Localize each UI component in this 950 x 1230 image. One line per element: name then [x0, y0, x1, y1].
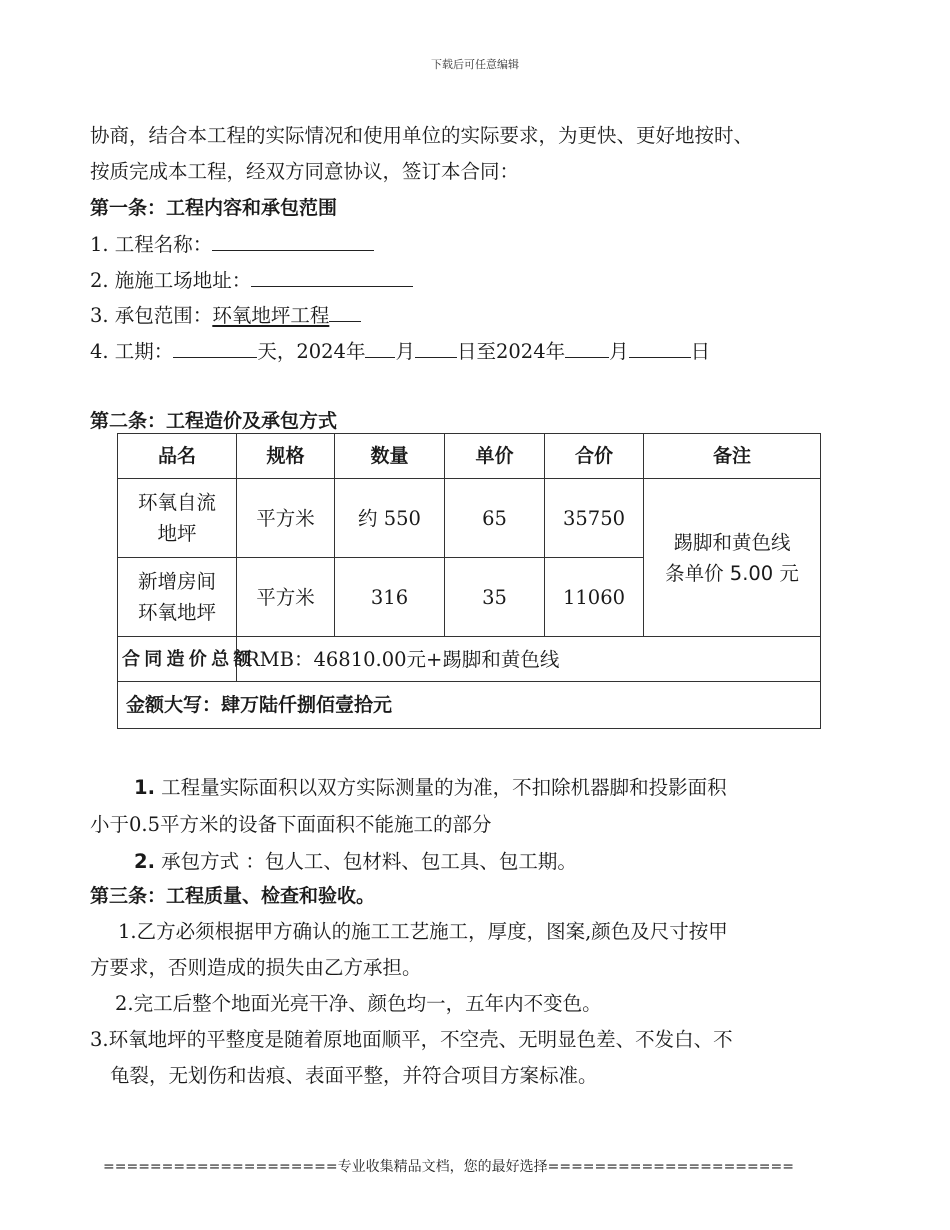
cell-qty: 316 [335, 558, 445, 637]
price-table [117, 433, 821, 729]
item-scope-label: 3. 承包范围： [90, 304, 213, 327]
header-name: 品名 [118, 434, 237, 479]
start-month-blank [365, 337, 395, 358]
site-address-blank [251, 266, 413, 287]
cell-name-line-1: 环氧自流 [137, 491, 216, 514]
cell-name [118, 479, 237, 558]
total-label: 合 同 造 价 总 额 [118, 637, 237, 682]
project-name-blank [212, 230, 374, 251]
cell-spec: 平方米 [237, 479, 335, 558]
amount-words: 金额大写：肆万陆仟捌佰壹拾元 [118, 682, 821, 729]
remark-line-2 [648, 558, 816, 589]
end-year-text: 日至2024年 [456, 340, 566, 363]
quality-3b: 龟裂，无划伤和齿痕、表面平整，并符合项目方案标准。 [110, 1064, 598, 1087]
duration-days-blank [173, 337, 257, 358]
header-remark: 备注 [644, 434, 821, 479]
duration-start-year: 天，2024年 [257, 340, 366, 363]
quality-1b: 方要求，否则造成的损失由乙方承担。 [90, 956, 422, 979]
intro-line-2: 按质完成本工程，经双方同意协议，签订本合同： [90, 160, 520, 183]
scope-blank [329, 301, 361, 322]
table-row [118, 479, 821, 558]
note-1-num: 1. [134, 776, 155, 799]
item-site-address-label: 2. 施施工场地址： [90, 269, 252, 292]
total-value: RMB：46810.00元+踢脚和黄色线 [237, 637, 821, 682]
intro-line-1: 协商，结合本工程的实际情况和使用单位的实际要求，为更快、更好地按时、 [90, 124, 754, 147]
quality-3a: 3.环氧地坪的平整度是随着原地面顺平，不空壳、无明显色差、不发白、不 [90, 1028, 733, 1051]
section1-title: 第一条：工程内容和承包范围 [90, 197, 338, 219]
item-duration [90, 336, 710, 364]
section2-title: 第二条：工程造价及承包方式 [90, 410, 338, 432]
total-row [118, 637, 821, 682]
page-footer: ====================专业收集精品文档，您的最好选择===================== [103, 1159, 794, 1175]
page-header: 下载后可任意编辑 [431, 58, 519, 71]
end-month-blank [565, 337, 609, 358]
remark-line-2-post: 元 [773, 561, 799, 585]
end-day-unit: 日 [690, 340, 711, 363]
cell-price: 35 [445, 558, 545, 637]
note-1-text: 工程量实际面积以双方实际测量的为准，不扣除机器脚和投影面积 [154, 776, 727, 799]
cell-remark [644, 479, 821, 637]
table-header-row [118, 434, 821, 479]
cell-qty: 约 550 [335, 479, 445, 558]
section3-title: 第三条：工程质量、检查和验收。 [90, 885, 376, 907]
item-site-address [90, 265, 413, 293]
quality-1a: 1.乙方必须根据甲方确认的施工工艺施工，厚度，图案,颜色及尺寸按甲 [118, 920, 728, 943]
cell-name-line-2: 环氧地坪 [137, 601, 216, 624]
remark-line-2-pre: 条单价 [665, 561, 730, 585]
cell-name-line-2: 地坪 [157, 522, 197, 545]
cell-name [118, 558, 237, 637]
remark-line-2-num: 5.00 [729, 561, 774, 585]
note-2-text: 承包方式 ：包人工、包材料、包工具、包工期。 [154, 850, 577, 873]
remark-line-1: 踢脚和黄色线 [673, 530, 791, 554]
item-project-name [90, 229, 374, 257]
start-day-blank [415, 337, 457, 358]
duration-label: 4. 工期： [90, 340, 174, 363]
header-spec: 规格 [237, 434, 335, 479]
header-total: 合价 [545, 434, 644, 479]
end-day-blank [629, 337, 691, 358]
note-2-num: 2. [134, 850, 155, 873]
quality-2: 2.完工后整个地面光亮干净、颜色均一，五年内不变色。 [115, 992, 602, 1015]
end-month-unit: 月 [609, 340, 629, 363]
cell-price: 65 [445, 479, 545, 558]
note-1-cont: 小于0.5平方米的设备下面面积不能施工的部分 [90, 813, 492, 836]
start-month-unit: 月 [395, 340, 415, 363]
item-scope [90, 300, 361, 328]
header-qty: 数量 [335, 434, 445, 479]
item-project-name-label: 1. 工程名称： [90, 233, 213, 256]
scope-value: 环氧地坪工程 [212, 304, 330, 327]
note-2 [134, 846, 577, 874]
cell-name-line-1: 新增房间 [137, 570, 216, 593]
header-price: 单价 [445, 434, 545, 479]
cell-total: 35750 [545, 479, 644, 558]
note-1 [134, 772, 727, 800]
amount-words-row [118, 682, 821, 729]
cell-total: 11060 [545, 558, 644, 637]
cell-spec: 平方米 [237, 558, 335, 637]
